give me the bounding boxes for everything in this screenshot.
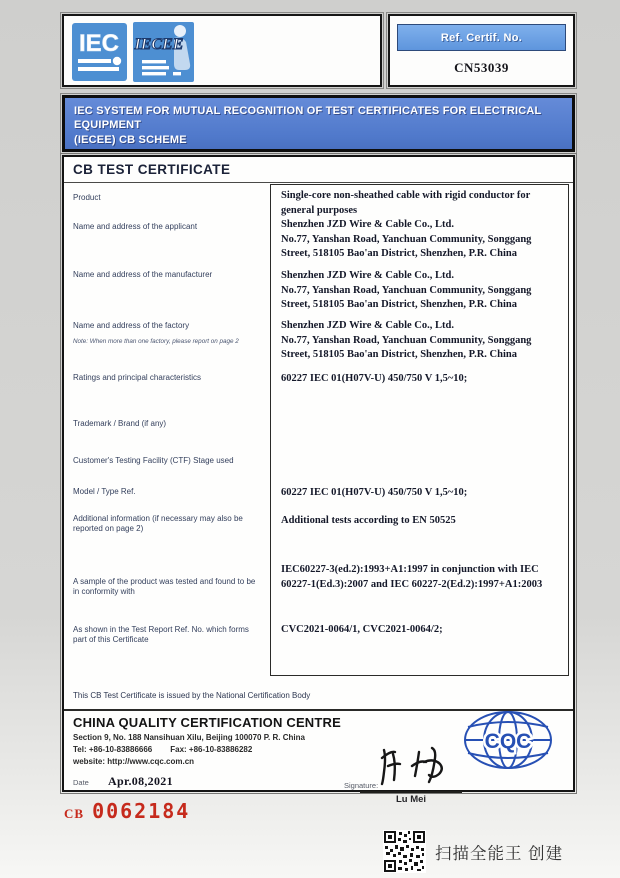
scheme-banner-line2: (IECEE) CB SCHEME [74,133,187,146]
field-label-model: Model / Type Ref. [73,487,136,496]
field-label-applicant: Name and address of the applicant [73,222,198,231]
field-label-conformity: A sample of the product was tested and found to be in conformity with [73,577,256,596]
ncb-tel: Tel: +86-10-83886666 [73,745,153,754]
factory-name: Shenzhen JZD Wire & Cable Co., Ltd. [281,320,454,331]
field-value-test-report: CVC2021-0064/1, CVC2021-0064/2; [281,624,443,635]
manufacturer-address: No.77, Yanshan Road, Yanchuan Community, Songgang Street, 518105 Bao'an District, Shenzhen, P.R. China [281,284,532,311]
svg-text:IEC: IEC [78,30,120,57]
ncb-tel-fax [73,745,270,754]
svg-text:IECEE: IECEE [134,36,184,53]
field-value-additional-info: Additional tests according to EN 50525 [281,515,456,526]
field-note-factory: Note: When more than one factory, please report on page 2 [73,338,239,345]
signature-label: Signature: [344,781,379,790]
scheme-banner-line1: IEC SYSTEM FOR MUTUAL RECOGNITION OF TEST CERTIFICATES FOR ELECTRICAL EQUIPMENT [74,105,542,132]
ncb-website: website: http://www.cqc.com.cn [73,757,195,766]
field-value-product: Single-core non-sheathed cable with rigid conductor for general purposes [281,190,531,216]
ncb-fax: Fax: +86-10-83886282 [170,745,253,754]
stamp-number: 0062184 [92,799,191,823]
ncb-address: Section 9, No. 188 Nansihuan Xilu, Beijing 100070 P. R. China [73,733,305,742]
title-rule [64,182,573,183]
value-column [270,184,569,676]
qr-code-icon [383,830,426,873]
manufacturer-name: Shenzhen JZD Wire & Cable Co., Ltd. [281,270,454,281]
field-value-conformity: IEC60227-3(ed.2):1993+A1:1997 in conjunction with IEC 60227-1(Ed.3):2007 and IEC 60227-2(Ed.2):1997+A1:2003 [281,564,543,590]
serial-stamp [64,799,190,823]
date-value: Apr.08,2021 [108,774,173,788]
field-value-manufacturer [281,269,560,313]
field-label-trademark: Trademark / Brand (if any) [73,419,167,428]
certificate-title: CB TEST CERTIFICATE [73,162,231,177]
field-value-ratings: 60227 IEC 01(H07V-U) 450/750 V 1,5~10; [281,373,468,384]
field-label-product: Product [73,193,101,202]
scanner-watermark-text: 扫描全能王 创建 [435,844,564,863]
ref-certif-label: Ref. Certif. No. [397,24,566,51]
field-value-factory [281,319,560,363]
field-label-ctf-stage: Customer's Testing Facility (CTF) Stage used [73,456,234,465]
certificate-body [62,155,575,805]
scanner-watermark [383,830,563,873]
ncb-name: CHINA QUALITY CERTIFICATION CENTRE [73,715,341,730]
iec-logo-icon [72,23,127,81]
stamp-prefix: CB [64,806,85,821]
header-logo-box [62,14,382,87]
ref-certif-number: CN53039 [454,60,509,75]
ref-certif-box [388,14,575,87]
cqc-logo-icon [462,708,554,772]
svg-text:CQC: CQC [484,730,532,753]
field-label-ratings: Ratings and principal characteristics [73,373,202,382]
iecee-logo-icon [133,22,194,82]
date-label: Date [73,778,89,787]
field-label-factory: Name and address of the factory [73,321,190,330]
signature-line [360,791,462,793]
field-value-model: 60227 IEC 01(H07V-U) 450/750 V 1,5~10; [281,487,468,498]
issued-by-statement: This CB Test Certificate is issued by the National Certification Body [73,691,311,700]
field-label-manufacturer: Name and address of the manufacturer [73,270,213,279]
applicant-name: Shenzhen JZD Wire & Cable Co., Ltd. [281,219,454,230]
field-value-applicant [281,218,560,262]
factory-address: No.77, Yanshan Road, Yanchuan Community, Songgang Street, 518105 Bao'an District, Shenzhen, P.R. China [281,334,532,361]
field-label-additional-info: Additional information (if necessary may also be reported on page 2) [73,514,243,533]
applicant-address: No.77, Yanshan Road, Yanchuan Community, Songgang Street, 518105 Bao'an District, Shenzhen, P.R. China [281,233,532,260]
scheme-banner [62,95,575,152]
signatory-name: Lu Mei [395,794,427,805]
signature-handwriting-icon [362,740,462,790]
field-label-test-report: As shown in the Test Report Ref. No. which forms part of this Certificate [73,625,249,644]
